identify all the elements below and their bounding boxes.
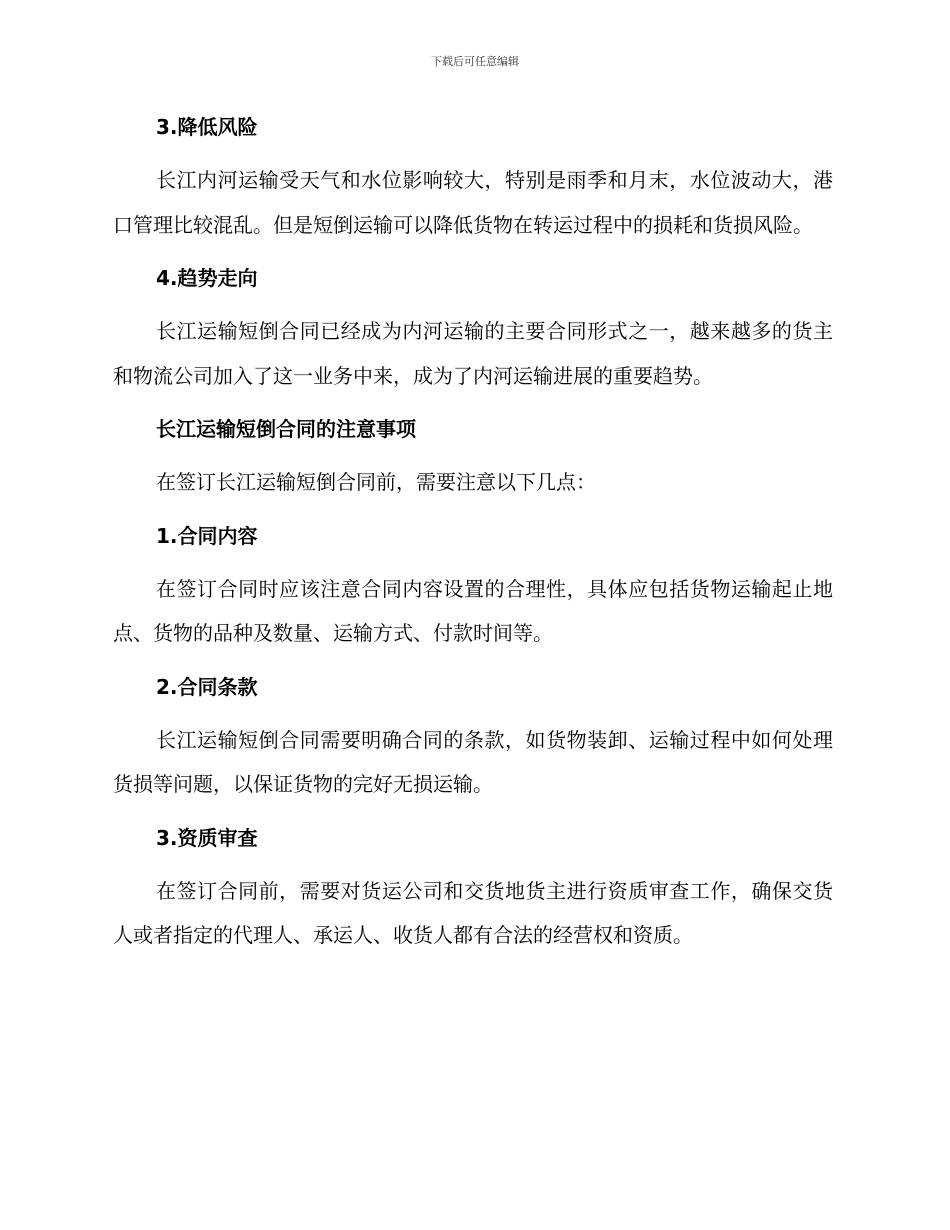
section-heading-trend: 4.趋势走向 xyxy=(156,266,258,290)
section-heading-qualification-review: 3.资质审查 xyxy=(156,825,258,850)
page-header: 下载后可任意编辑 xyxy=(431,55,519,68)
section-heading-contract-content: 1.合同内容 xyxy=(156,523,258,548)
section-heading-contract-terms: 2.合同条款 xyxy=(156,674,258,699)
document-body xyxy=(113,104,833,966)
paragraph-contract-terms: 长江运输短倒合同需要明确合同的条款，如货物装卸、运输过程中如何处理货损等问题，以保证货物的完好无损运输。 xyxy=(113,727,833,796)
section-heading-reduce-risk: 3.降低风险 xyxy=(156,115,258,139)
paragraph-qualification-review: 在签订合同前，需要对货运公司和交货地货主进行资质审查工作，确保交货人或者指定的代理人、承运人、收货人都有合法的经营权和资质。 xyxy=(113,878,833,947)
paragraph-contract-content: 在签订合同时应该注意合同内容设置的合理性，具体应包括货物运输起止地点、货物的品种及数量、运输方式、付款时间等。 xyxy=(113,576,833,645)
paragraph-trend: 长江运输短倒合同已经成为内河运输的主要合同形式之一，越来越多的货主和物流公司加入了这一业务中来，成为了内河运输进展的重要趋势。 xyxy=(113,319,833,388)
paragraph-precautions-intro: 在签订长江运输短倒合同前，需要注意以下几点： xyxy=(156,470,596,494)
section-heading-precautions: 长江运输短倒合同的注意事项 xyxy=(156,417,416,441)
paragraph-reduce-risk: 长江内河运输受天气和水位影响较大，特别是雨季和月末，水位波动大，港口管理比较混乱。但是短倒运输可以降低货物在转运过程中的损耗和货损风险。 xyxy=(113,168,833,237)
